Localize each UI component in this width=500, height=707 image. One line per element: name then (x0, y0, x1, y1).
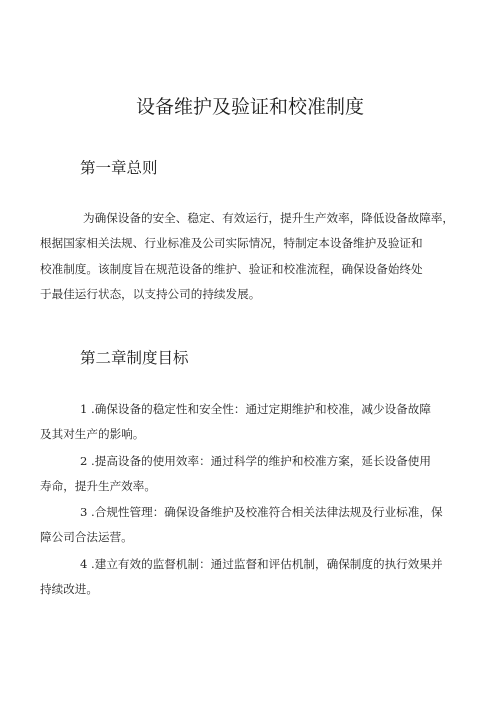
goal-item-line: 2 .提高设备的使用效率：通过科学的维护和校准方案，延长设备使用 (80, 454, 431, 468)
goal-item-line: 及其对生产的影响。 (40, 427, 145, 442)
goal-item-line: 4 .建立有效的监督机制：通过监督和评估机制，确保制度的执行效果并 (80, 557, 443, 571)
goal-item-4 (40, 552, 460, 603)
paragraph-line: 于最佳运行状态，以支持公司的持续发展。 (40, 287, 261, 302)
paragraph-line: 校准制度。该制度旨在规范设备的维护、验证和校准流程，确保设备始终处 (40, 261, 423, 276)
chapter-1-paragraph (40, 206, 460, 308)
paragraph-line: 为确保设备的安全、稳定、有效运行，提升生产效率，降低设备故障率， (83, 211, 455, 225)
goal-item-3 (40, 500, 460, 551)
paragraph-line: 根据国家相关法规、行业标准及公司实际情况，特制定本设备维护及验证和 (40, 236, 423, 251)
goal-item-2 (40, 449, 460, 500)
goal-item-line: 1 .确保设备的稳定性和安全性：通过定期维护和校准，减少设备故障 (80, 402, 431, 416)
goal-item-line: 寿命，提升生产效率。 (40, 479, 156, 494)
chapter-heading-general: 第一章总则 (80, 159, 158, 177)
document-title: 设备维护及验证和校准制度 (135, 96, 364, 118)
goal-item-line: 障公司合法运营。 (40, 530, 133, 545)
chapter-heading-goals: 第二章制度目标 (80, 349, 189, 367)
goal-item-1 (40, 397, 460, 448)
goal-item-line: 3 .合规性管理：确保设备维护及校准符合相关法律法规及行业标准，保 (80, 505, 443, 519)
goal-item-line: 持续改进。 (40, 582, 98, 597)
